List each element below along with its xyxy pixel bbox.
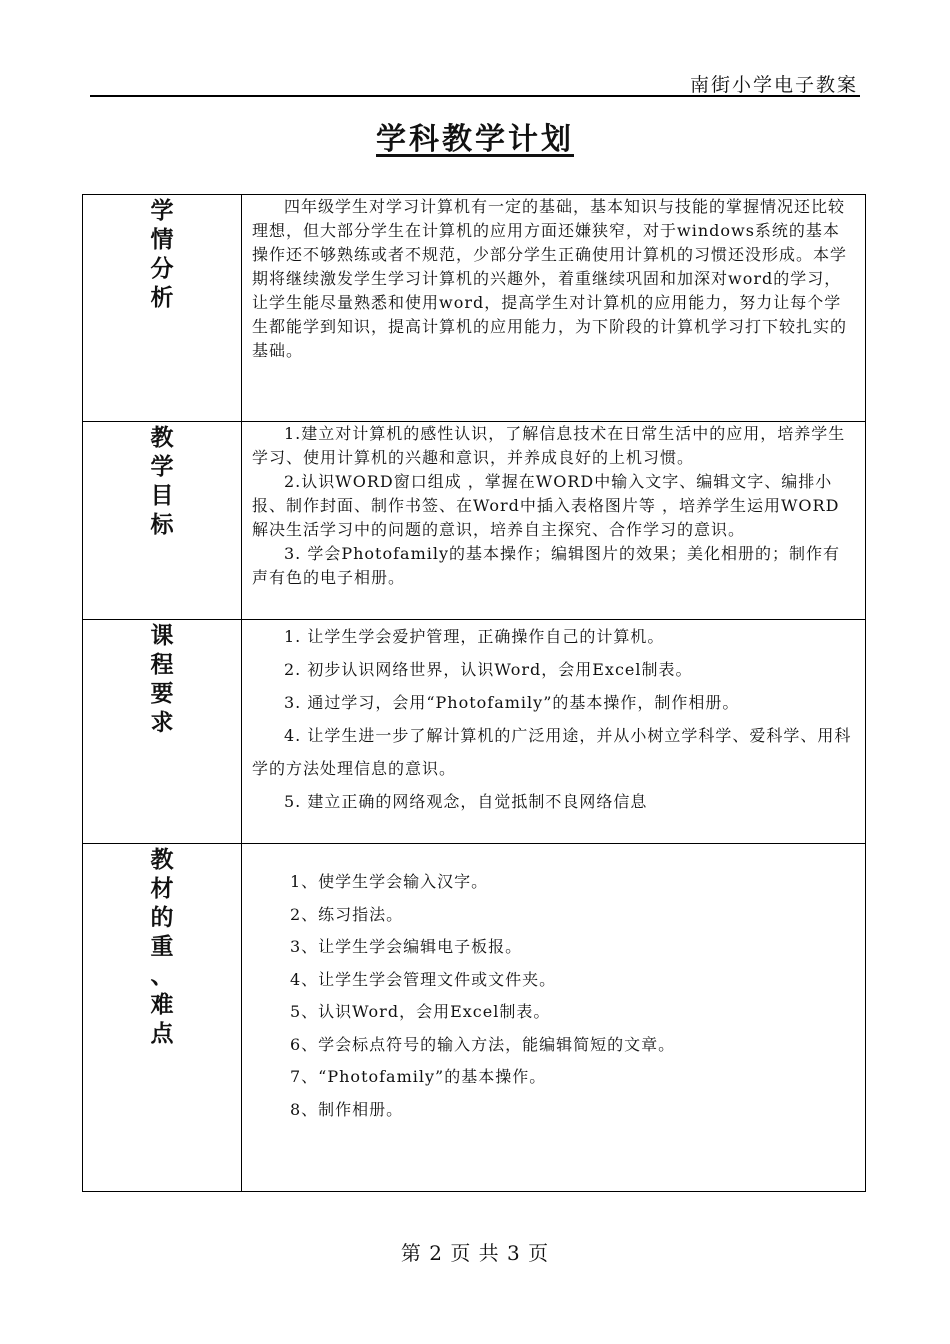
requirements-row bbox=[83, 620, 866, 844]
key-points-row bbox=[83, 844, 866, 1192]
key-point-item: 5、认识Word，会用Excel制表。 bbox=[290, 1002, 551, 1021]
key-point-item: 6、学会标点符号的输入方法，能编辑简短的文章。 bbox=[290, 1034, 676, 1054]
label-character: 目 bbox=[150, 483, 174, 509]
label-character: 重 bbox=[150, 934, 174, 960]
requirement-item: 4. 让学生进一步了解计算机的广泛用途，并从小树立学科学、爱科学、用科学的方法处理信息的意识。 bbox=[252, 726, 852, 778]
page-title: 学科教学计划 bbox=[376, 122, 574, 157]
analysis-label bbox=[151, 197, 174, 313]
label-character: 程 bbox=[150, 652, 174, 678]
key-points-label-cell bbox=[83, 844, 242, 1192]
requirement-item: 5. 建立正确的网络观念，自觉抵制不良网络信息 bbox=[284, 792, 648, 811]
objectives-label bbox=[151, 424, 174, 540]
label-character: 学 bbox=[150, 198, 174, 224]
objectives-row bbox=[83, 422, 866, 620]
header-divider bbox=[90, 95, 860, 97]
label-character: 材 bbox=[150, 876, 174, 902]
requirement-item: 2. 初步认识网络世界，认识Word，会用Excel制表。 bbox=[284, 660, 693, 679]
label-character: 、 bbox=[150, 963, 174, 989]
page-number: 第 2 页 共 3 页 bbox=[400, 1241, 550, 1265]
objective-item: 1.建立对计算机的感性认识，了解信息技术在日常生活中的应用，培养学生学习、使用计算机的兴趣和意识，并养成良好的上机习惯。 bbox=[252, 424, 846, 467]
label-character: 求 bbox=[150, 710, 174, 736]
label-character: 难 bbox=[150, 992, 174, 1018]
label-character: 标 bbox=[150, 512, 174, 538]
requirements-label-cell bbox=[83, 620, 242, 844]
analysis-content bbox=[242, 195, 866, 422]
teaching-plan-table bbox=[82, 194, 866, 1192]
label-character: 情 bbox=[150, 227, 174, 253]
label-character: 分 bbox=[150, 256, 174, 282]
analysis-row bbox=[83, 195, 866, 422]
key-point-item: 8、制作相册。 bbox=[290, 1099, 404, 1119]
objective-item: 3. 学会Photofamily的基本操作；编辑图片的效果；美化相册的；制作有声有色的电子相册。 bbox=[252, 544, 841, 587]
requirements-content bbox=[242, 620, 866, 844]
key-point-item: 7、“Photofamily”的基本操作。 bbox=[290, 1067, 547, 1086]
objective-item: 2.认识WORD窗口组成 ，掌握在WORD中输入文字、编辑文字、编排小报、制作封面、制作书签、在Word中插入表格图片等 ，培养学生运用WORD解决生活学习中的问题的意识，培养自主探究、合作学习的意识。 bbox=[252, 472, 840, 539]
objectives-content bbox=[242, 422, 866, 620]
school-header: 南街小学电子教案 bbox=[689, 74, 858, 96]
key-points-label bbox=[151, 846, 174, 1049]
key-point-item: 3、让学生学会编辑电子板报。 bbox=[290, 937, 523, 956]
label-character: 教 bbox=[150, 425, 174, 451]
label-character: 教 bbox=[150, 847, 174, 873]
key-point-item: 2、练习指法。 bbox=[290, 904, 404, 924]
objectives-label-cell bbox=[83, 422, 242, 620]
label-character: 要 bbox=[150, 681, 174, 707]
analysis-label-cell bbox=[83, 195, 242, 422]
key-points-content bbox=[242, 844, 866, 1192]
requirement-item: 3. 通过学习，会用“Photofamily”的基本操作，制作相册。 bbox=[284, 693, 740, 712]
label-character: 学 bbox=[150, 454, 174, 480]
label-character: 点 bbox=[150, 1021, 174, 1047]
key-point-item: 1、使学生学会输入汉字。 bbox=[290, 872, 489, 891]
label-character: 课 bbox=[150, 623, 174, 649]
key-point-item: 4、让学生学会管理文件或文件夹。 bbox=[290, 969, 557, 989]
label-character: 的 bbox=[150, 905, 174, 931]
analysis-paragraph: 四年级学生对学习计算机有一定的基础，基本知识与技能的掌握情况还比较理想，但大部分学生在计算机的应用方面还嫌狭窄，对于windows系统的基本操作还不够熟练或者不规范，少部分学生正确使用计算机的习惯还没形成。本学期将继续激发学生学习计算机的兴趣外，着重继续巩固和加深对word的学习，让学生能尽量熟悉和使用word，提高学生对计算机的应用能力，努力让每个学生都能学到知识，提高计算机的应用能力，为下阶段的计算机学习打下较扎实的基础。 bbox=[252, 197, 848, 360]
requirement-item: 1. 让学生学会爱护管理，正确操作自己的计算机。 bbox=[284, 627, 665, 646]
requirements-label bbox=[151, 622, 174, 738]
label-character: 析 bbox=[150, 285, 174, 311]
